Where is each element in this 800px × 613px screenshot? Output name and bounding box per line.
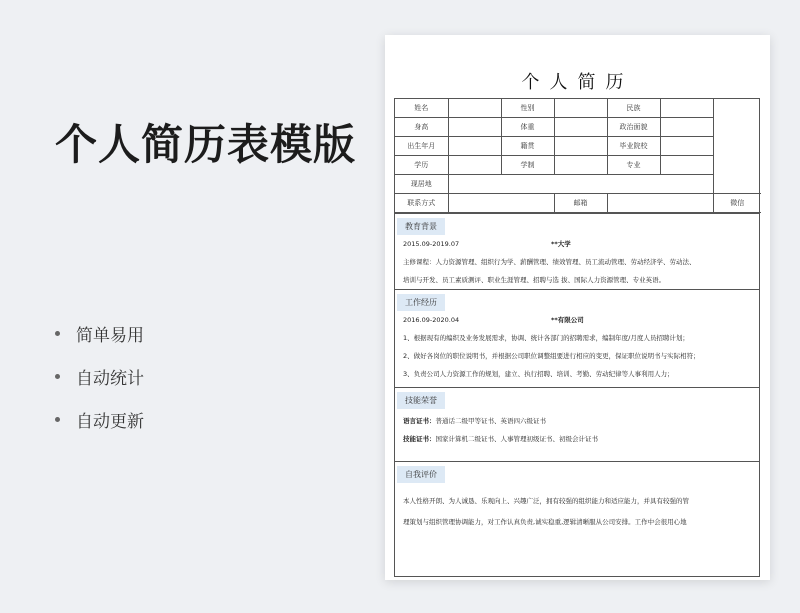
value-degree[interactable] xyxy=(448,156,501,175)
work-date: 2016.09-2020.04 xyxy=(403,316,460,324)
section-heading: 工作经历 xyxy=(397,294,445,311)
label-system: 学制 xyxy=(501,156,554,175)
label-birth: 出生年月 xyxy=(395,137,448,156)
label-ethnicity: 民族 xyxy=(607,99,660,118)
value-major[interactable] xyxy=(660,156,713,175)
course-line: 培训与开发、员工素质测评、职业生涯管理、招聘与选 拔、国际人力资源管理、专业英语。 xyxy=(403,276,666,284)
value-email[interactable] xyxy=(607,194,713,213)
skill-cert xyxy=(395,430,759,448)
section-heading: 教育背景 xyxy=(397,218,445,235)
feature-label: 自动更新 xyxy=(76,412,144,432)
label-major: 专业 xyxy=(607,156,660,175)
value-name[interactable] xyxy=(448,99,501,118)
label-height: 身高 xyxy=(395,118,448,137)
resume-title: 个人简历 xyxy=(521,72,634,93)
value-origin[interactable] xyxy=(554,137,607,156)
value-birth[interactable] xyxy=(448,137,501,156)
feature-item xyxy=(55,398,144,441)
self-evaluation-line: 理策划与组织管理协调能力，对工作认真负责,诚实稳重,逻辑清晰服从公司安排。工作中会很用心地 xyxy=(403,518,687,526)
work-company: **有限公司 xyxy=(551,316,584,324)
value-gender[interactable] xyxy=(554,99,607,118)
label-name: 姓名 xyxy=(395,99,448,118)
label-weight: 体重 xyxy=(501,118,554,137)
value-school[interactable] xyxy=(660,137,713,156)
language-cert-label: 语言证书： xyxy=(403,417,436,425)
bullet-icon xyxy=(55,417,60,422)
value-political[interactable] xyxy=(660,118,713,137)
skill-cert-value: 国家计算机二级证书、人事管理初级证书、初级会计证书 xyxy=(435,435,598,443)
resume-preview xyxy=(385,35,770,580)
label-degree: 学历 xyxy=(395,156,448,175)
feature-item xyxy=(55,355,144,398)
education-date: 2015.09-2019.07 xyxy=(403,240,460,248)
label-school: 毕业院校 xyxy=(607,137,660,156)
label-address: 现居地 xyxy=(395,175,448,194)
value-ethnicity[interactable] xyxy=(660,99,713,118)
label-gender: 性别 xyxy=(501,99,554,118)
work-section xyxy=(395,289,759,387)
skill-cert-label: 技能证书： xyxy=(403,435,436,443)
self-evaluation-section xyxy=(395,461,759,542)
feature-item xyxy=(55,312,144,355)
self-evaluation-line: 本人性格开朗、为人诚恳、乐观向上、兴趣广泛，拥有较强的组织能力和适应能力，并具有较强的管 xyxy=(403,497,689,505)
course-line: 主修课程：人力资源管理、组织行为学、薪酬管理、绩效管理、员工流动管理、劳动经济学、劳动法、 xyxy=(403,258,696,266)
resume-form xyxy=(394,98,760,577)
skills-section xyxy=(395,387,759,461)
work-duty: 2、做好各岗位的职位说明书，并根据公司职位调整组要进行相应的变更，保证职位说明书与实际相符； xyxy=(403,352,700,360)
section-heading: 自我评价 xyxy=(397,466,445,483)
value-contact[interactable] xyxy=(448,194,554,213)
photo-cell[interactable] xyxy=(713,99,761,194)
feature-label: 自动统计 xyxy=(76,369,144,389)
bullet-icon xyxy=(55,331,60,336)
value-weight[interactable] xyxy=(554,118,607,137)
feature-label: 简单易用 xyxy=(76,326,144,346)
label-wechat: 微信 xyxy=(713,194,761,213)
label-political: 政治面貌 xyxy=(607,118,660,137)
value-address[interactable] xyxy=(448,175,713,194)
work-entry xyxy=(395,311,759,329)
work-duty: 1、根据现有的编织及业务发展需求，协调、统计各部门的招聘需求，编制年度/月度人员招聘计划； xyxy=(403,334,689,342)
education-school: **大学 xyxy=(551,240,571,248)
page-title: 个人简历表模版 xyxy=(55,120,357,169)
education-entry xyxy=(395,235,759,253)
feature-list xyxy=(55,312,144,441)
info-table xyxy=(395,99,761,213)
label-contact: 联系方式 xyxy=(395,194,448,213)
work-duty: 3、负责公司人力资源工作的规划，建立、执行招聘、培训、考勤、劳动纪律等人事利用人力； xyxy=(403,370,674,378)
value-system[interactable] xyxy=(554,156,607,175)
label-email: 邮箱 xyxy=(554,194,607,213)
section-heading: 技能荣誉 xyxy=(397,392,445,409)
language-cert-value: 普通话二级甲等证书、英语四六级证书 xyxy=(435,417,546,425)
label-origin: 籍贯 xyxy=(501,137,554,156)
bullet-icon xyxy=(55,374,60,379)
education-section xyxy=(395,213,759,289)
language-cert xyxy=(395,412,759,430)
value-height[interactable] xyxy=(448,118,501,137)
